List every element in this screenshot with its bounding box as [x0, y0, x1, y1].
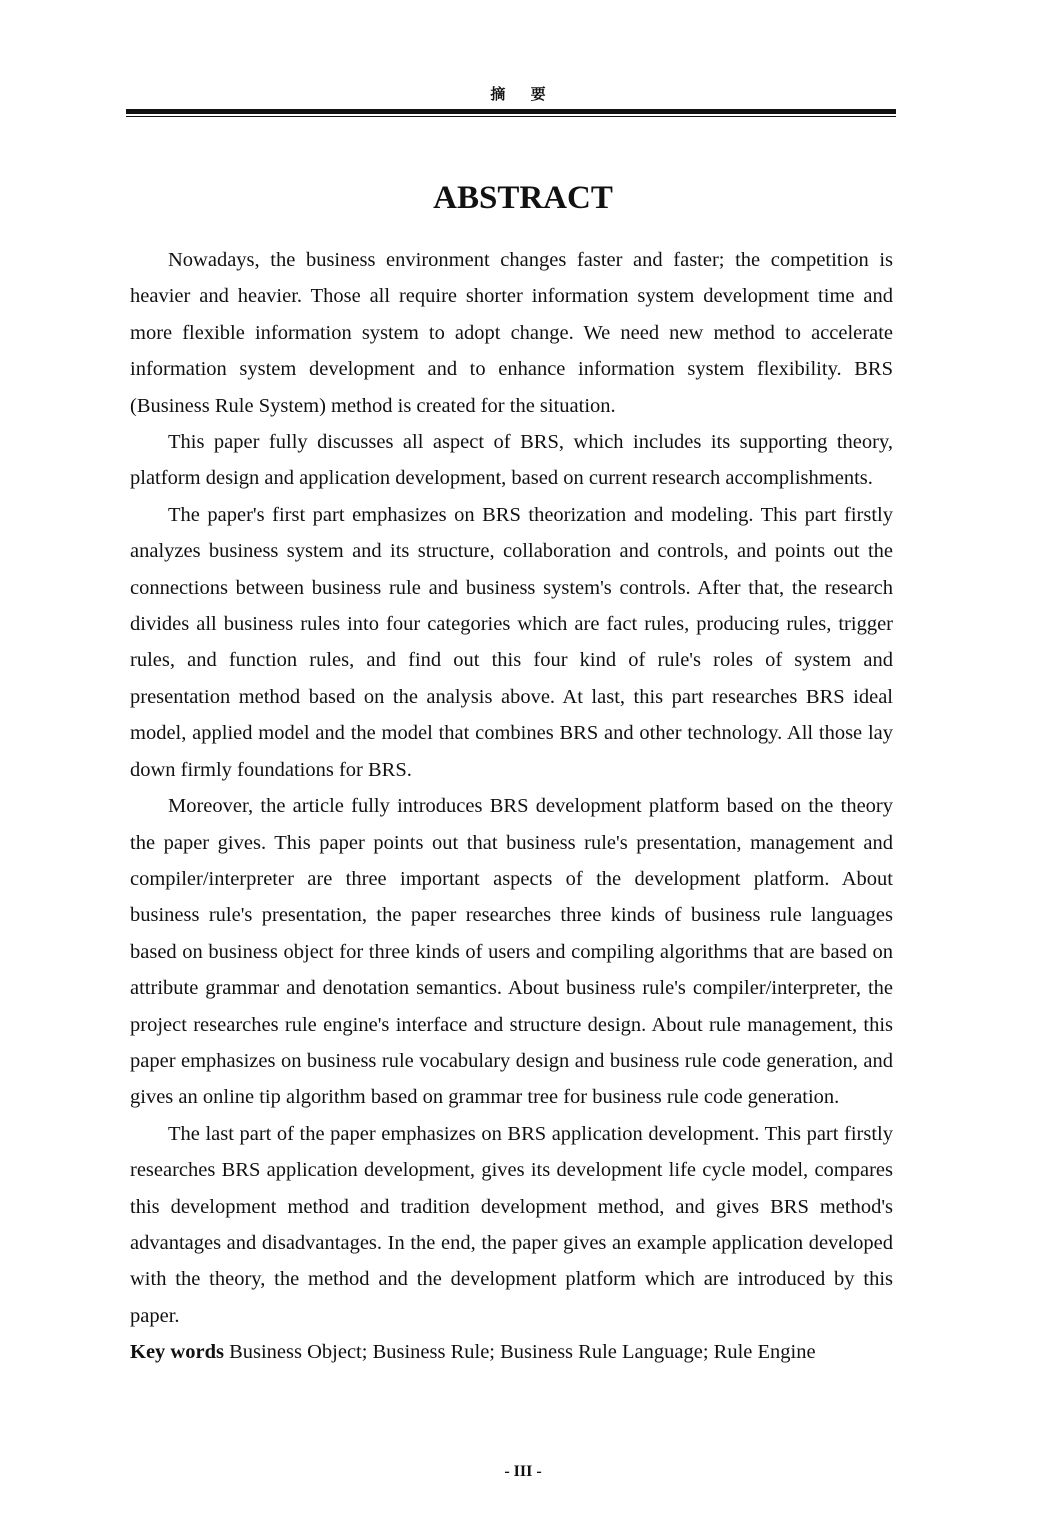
abstract-paragraph-3: The paper's first part emphasizes on BRS theorization and modeling. This part firstly analyzes business system and its structure, collaboration and controls, and points out the connections between business rule and business system's controls. After that, the research divides all business rules into four categories which are fact rules, producing rules, trigger rules, and function rules, and find out this four kind of rule's roles of system and presentation method based on the analysis above. At last, this part researches BRS ideal model, applied model and the model that combines BRS and other technology. All those lay down firmly foundations for BRS. [130, 503, 893, 781]
abstract-title: ABSTRACT [433, 180, 613, 216]
page-number: - III - [504, 1463, 542, 1480]
abstract-paragraph-4: Moreover, the article fully introduces BRS development platform based on the theory the paper gives. This paper points out that business rule's presentation, management and compiler/interpreter are three important aspects of the development platform. About business rule's presentation, the paper researches three kinds of business rule languages based on business object for three kinds of users and compiling algorithms that are based on attribute grammar and denotation semantics. About business rule's compiler/interpreter, the project researches rule engine's interface and structure design. About rule management, this paper emphasizes on business rule vocabulary design and business rule code generation, and gives an online tip algorithm based on grammar tree for business rule code generation. [130, 795, 893, 1109]
running-header: 摘 要 [490, 85, 556, 103]
keywords-line [130, 1334, 893, 1370]
abstract-paragraph-5: The last part of the paper emphasizes on BRS application development. This part firstly researches BRS application development, gives its development life cycle model, compares this development method and tradition development method, and gives BRS method's advantages and disadvantages. In the end, the paper gives an example application developed with the theory, the method and the development platform which are introduced by this paper. [130, 1122, 893, 1327]
header-rule-thick [126, 109, 896, 114]
abstract-paragraph-1: Nowadays, the business environment changes faster and faster; the competition is heavier and heavier. Those all require shorter information system development time and more flexible information system to adopt change. We need new method to accelerate information system development and to enhance information system flexibility. BRS (Business Rule System) method is created for the situation. [130, 249, 893, 417]
keywords-text: Business Object; Business Rule; Business Rule Language; Rule Engine [229, 1341, 816, 1364]
header-rule-thin [126, 116, 896, 117]
abstract-paragraph-2: This paper fully discusses all aspect of BRS, which includes its supporting theory, platform design and application development, based on current research accomplishments. [130, 431, 893, 490]
abstract-body [130, 242, 893, 1371]
keywords-label: Key words [130, 1341, 224, 1364]
